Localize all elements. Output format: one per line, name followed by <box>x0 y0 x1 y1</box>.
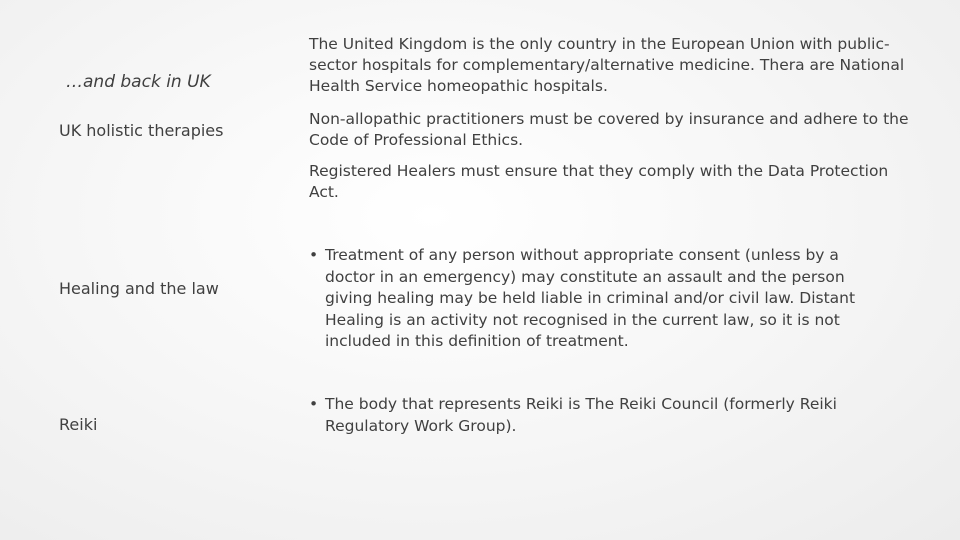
bullet-item-reiki-council <box>309 394 909 437</box>
bullet-text-consent: Treatment of any person without appropriate consent (unless by a doctor in an emergency) may constitute an assault and the person giving healing may be held liable in criminal and/or civil law. Distant Healing is an activity not recognised in the current law, so it is not included in this definition of treatment. <box>325 246 856 350</box>
label-uk-holistic-therapies: UK holistic therapies <box>59 121 224 140</box>
slide-title: …and back in UK <box>66 72 211 92</box>
paragraph-insurance: Non-allopathic practitioners must be covered by insurance and adhere to the Code of Professional Ethics. <box>309 110 909 149</box>
paragraph-uk-hospitals: The United Kingdom is the only country in the European Union with public-sector hospitals for complementary/alternative medicine. Thera are National Health Service homeopathic hospitals. <box>309 35 905 95</box>
bullet-marker: • <box>309 246 319 264</box>
label-reiki: Reiki <box>59 415 98 434</box>
label-healing-and-the-law: Healing and the law <box>59 279 219 298</box>
bullet-marker: • <box>309 395 319 413</box>
bullet-item-consent <box>309 245 909 353</box>
bullet-text-reiki-council: The body that represents Reiki is The Reiki Council (formerly Reiki Regulatory Work Group). <box>325 395 837 435</box>
paragraph-data-protection: Registered Healers must ensure that they comply with the Data Protection Act. <box>309 162 889 201</box>
